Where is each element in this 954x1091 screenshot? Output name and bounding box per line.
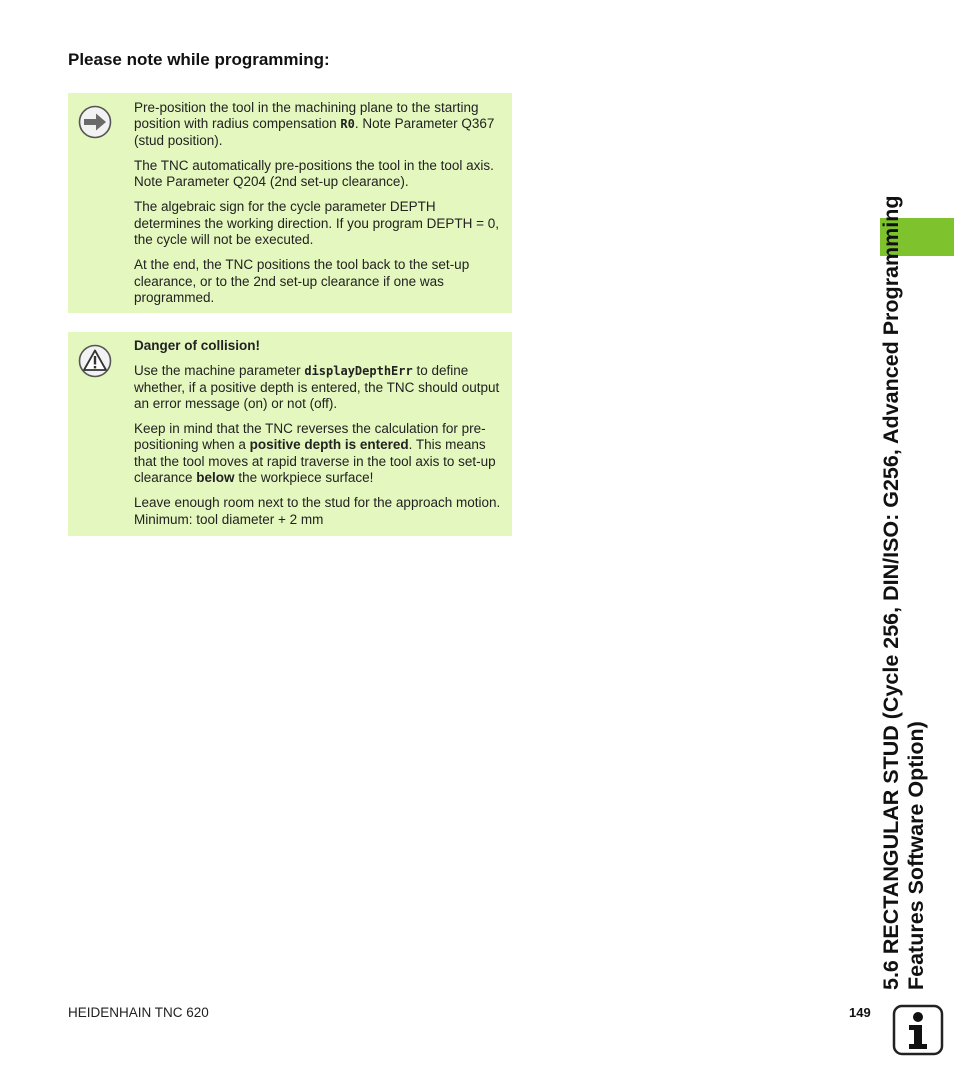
side-title-line1: 5.6 RECTANGULAR STUD (Cycle 256, DIN/ISO: G256, Advanced Programming	[879, 195, 903, 990]
section-heading: Please note while programming:	[68, 50, 330, 69]
warning-paragraph: Keep in mind that the TNC reverses the calculation for pre-positioning when a positive depth is entered. This means that the tool moves at rapid traverse in the tool axis to set-up clearance below the workpiece surface!	[134, 421, 496, 486]
warning-title: Danger of collision!	[134, 338, 261, 353]
chapter-side-title	[879, 50, 929, 990]
warning-box	[68, 332, 512, 536]
note-box	[68, 93, 512, 313]
note-content	[134, 100, 504, 315]
parameter-code: R0	[340, 117, 355, 132]
note-paragraph: The algebraic sign for the cycle parameter DEPTH determines the working direction. If you program DEPTH = 0, the cycle will not be executed.	[134, 199, 500, 248]
note-paragraph: Pre-position the tool in the machining plane to the starting position with radius compensation R0. Note Parameter Q367 (stud position).	[134, 100, 495, 148]
info-icon	[892, 1004, 944, 1056]
warning-paragraph: Use the machine parameter displayDepthErr to define whether, if a positive depth is entered, the TNC should output an error message (on) or not (off).	[134, 363, 500, 411]
note-paragraph: At the end, the TNC positions the tool back to the set-up clearance, or to the 2nd set-up clearance if one was programmed.	[134, 257, 470, 305]
arrow-right-icon	[78, 105, 112, 139]
warning-triangle-icon	[78, 344, 112, 378]
side-title-line2: Features Software Option)	[904, 721, 928, 990]
footer-product: HEIDENHAIN TNC 620	[68, 1005, 209, 1020]
warning-content	[134, 338, 504, 537]
note-paragraph: The TNC automatically pre-positions the tool in the tool axis. Note Parameter Q204 (2nd set-up clearance).	[134, 157, 494, 190]
page-number: 149	[849, 1005, 871, 1020]
parameter-code: displayDepthErr	[304, 364, 413, 379]
warning-paragraph: Leave enough room next to the stud for the approach motion. Minimum: tool diameter + 2 mm	[134, 495, 501, 527]
